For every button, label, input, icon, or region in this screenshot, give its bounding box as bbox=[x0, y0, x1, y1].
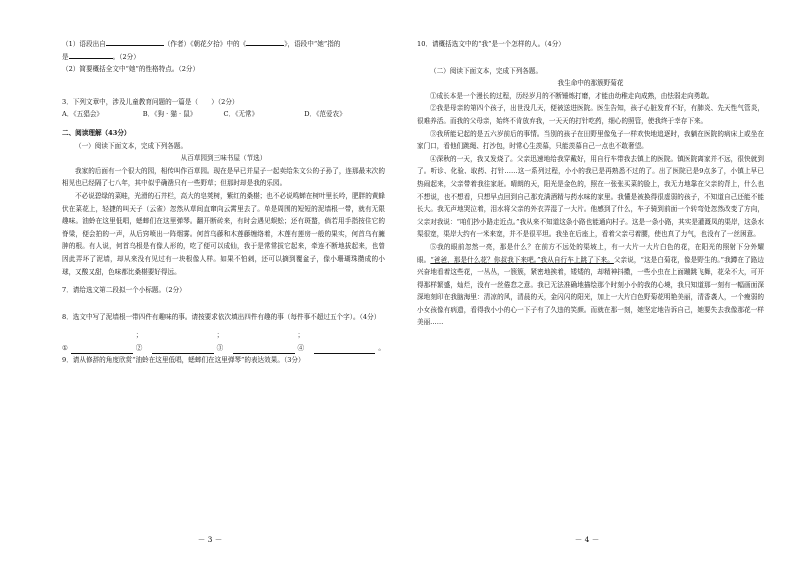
passage2-para5 bbox=[417, 241, 764, 329]
q1-text-c: 》，语段中“她”指的 bbox=[284, 40, 341, 48]
passage1-title: 从百草园到三味书屋（节选） bbox=[180, 154, 267, 163]
q8-blank-2[interactable] bbox=[152, 346, 214, 354]
q8-label-2: ；② bbox=[135, 331, 143, 352]
q8-label-1: ① bbox=[62, 343, 68, 352]
q8-label-4: ；④ bbox=[297, 331, 305, 352]
q8-end-mark: 。 bbox=[378, 343, 385, 352]
q3-option-d[interactable]: D．《范爱农》 bbox=[304, 110, 346, 119]
q1-line2 bbox=[62, 51, 385, 64]
q10-answer-space[interactable] bbox=[417, 51, 764, 65]
right-page bbox=[397, 0, 794, 561]
q7-answer-space[interactable] bbox=[62, 297, 385, 311]
q7-question: 7．请给选文第二段拟一个小标题。（2分） bbox=[62, 286, 186, 295]
q1-her-blank[interactable] bbox=[69, 51, 113, 59]
q2-question: （2）简要概括全文中“她”的性格特点。（2分） bbox=[62, 65, 200, 74]
q1-text-a: （1）语段出自 bbox=[62, 40, 106, 48]
q1-text-b: （作者）《朝花夕拾》中的《 bbox=[163, 40, 247, 48]
q1-text-d: 是 bbox=[62, 52, 69, 61]
q8-question: 8．选文中写了泥墙根一带四件有趣味的事。请按要求依次填出四件有趣的事（每件事不超过五个字）。（4分） bbox=[62, 312, 381, 321]
q1-author-blank[interactable] bbox=[106, 38, 164, 46]
q8-label-3: ；③ bbox=[216, 331, 224, 352]
passage2-para2: ②我是母亲的第四个孩子，出世没几天，便被送进医院。医生告知，孩子心脏发育不好，有肺炎、先天性气管炎，很难养活。而我的父母亲，始终不肯放弃我，一天天的打针吃药，细心的照管，使我终于幸存下来。 bbox=[417, 104, 764, 125]
q3-option-b[interactable]: B．《狗 · 猫 · 鼠》 bbox=[142, 110, 197, 119]
q9-question: 9．请从修辞的角度欣赏“油蛉在这里低唱，蟋蟀们在这里弹琴”的表达效果。（3分） bbox=[62, 356, 305, 365]
q8-blank-1[interactable] bbox=[71, 346, 133, 354]
passage2-para3: ③我所能记起的是五六岁前后的事情。当别的孩子在田野里像兔子一样欢快地追逐时，我躺在医院的病床上或坐在家门口，看他们跳绳、打沙包，时常心生羡慕，只能羡慕自己一点也不敢奢望。 bbox=[417, 129, 764, 151]
q10-question: 10．请概括选文中的“我”是一个怎样的人。（4分） bbox=[417, 40, 565, 48]
q8-blank-3[interactable] bbox=[233, 346, 295, 354]
q3-question: 3．下列文章中，涉及儿童教育问题的一篇是（ ）（2分） bbox=[62, 97, 239, 106]
passage2-para1: ①成长本是一个漫长的过程，历经岁月的不断锤炼打磨，才能由幼稚走向成熟，由怯弱走向勇敢。 bbox=[430, 91, 714, 100]
q1-line1 bbox=[62, 38, 385, 51]
passage1-para1: 我家的后面有一个很大的园，相传叫作百草园。现在是早已并屋子一起卖给朱文公的子孙了，连那最末次的相见也已经隔了七八年，其中似乎确凿只有一些野草；但那时却是我的乐园。 bbox=[62, 166, 385, 188]
page-number-right: － 4 － bbox=[574, 535, 600, 544]
part1-intro: （一）阅读下面文本，完成下列各题。 bbox=[75, 141, 188, 150]
q3-option-c[interactable]: C．《无常》 bbox=[223, 110, 259, 119]
para5-underlined-sentence: “爸爸，那是什么花？你叔我下来吧。”我从自行车上跳了下来。 bbox=[430, 255, 614, 264]
q3-options bbox=[62, 108, 385, 121]
q3-option-a[interactable]: A．《五猖会》 bbox=[62, 110, 104, 119]
q1-title-blank[interactable] bbox=[246, 38, 284, 46]
q1-text-e: 。（2分） bbox=[112, 52, 140, 61]
q8-blank-4[interactable] bbox=[314, 346, 376, 354]
para5-text-a: ⑤我的眼前忽然一亮，那是什么？在前方不远处的渠坡上，有一大片一大片白色的花，在阳光的照射下分外耀眼。 bbox=[417, 242, 764, 264]
passage1-para2: 不必说碧绿的菜畦，光滑的石井栏，高大的皂荚树，紫红的桑椹；也不必说鸣蝉在树叶里长吟，肥胖的黄蜂伏在菜花上，轻捷的叫天子（云雀）忽然从草间直窜向云霄里去了。单是周围的短短的泥墙根一带，就有无限趣味。油蛉在这里低唱，蟋蟀们在这里弹琴。翻开断砖来，有时会遇见蜈蚣；还有斑蝥，倘若用手指按住它的脊梁，便会拍的一声，从后窍喷出一阵烟雾。何首乌藤和木莲藤缠络着，木莲有莲房一般的果实，何首乌有臃肿的根。有人说，何首乌根是有像人形的，吃了便可以成仙，我于是常常拔它起来，牵连不断地拔起来，也曾因此弄坏了泥墙，却从来没有见过有一块根像人样。如果不怕刺，还可以摘到覆盆子，像小珊瑚珠攒成的小球，又酸又甜，色味都比桑椹要好得远。 bbox=[62, 191, 385, 276]
para5-text-b: 父亲说，“这是白菊花，像是野生的。”我蹲在了路边兴奋地看着这些花，一丛丛，一簇簇，紧密地挨着，矮矮的，却精神抖擞，一些小虫在上面蹦跳飞舞，花朵不大，可开得那样繁盛，灿烂，没有一丝倦怠之意。我已无法准确地描绘那个时刻小小的我的心境，我只知道那一刻有一幅画面深深地刻印在我脑海里：清凉的风，清晨的天，金闪闪的阳光，加上一大片白色野菊花明艳美丽，清香袭人，一个瘦弱的小女孩像有病遗，看得我小小的心一下子有了久违的笑颜。而就在那一刻，她坚定地告诉自己，她要失去我像那花一样美丽…… bbox=[417, 255, 765, 327]
q8-answer-row bbox=[62, 329, 385, 354]
q2-answer-space[interactable] bbox=[62, 76, 385, 96]
section-heading: 二、阅读理解（43分） bbox=[62, 128, 131, 137]
page-number-left: － 3 － bbox=[197, 535, 223, 544]
passage2-title: 我生命中的那簇野菊花 bbox=[557, 79, 624, 88]
passage2-para4: ④深秋的一天，我又发烧了。父亲迅速地给我穿戴好，用自行车带我去镇上的医院。镇医院离家并不远，很快就到了。听诊、化验、取药、打针……这一系列过程，小小的我已是再熟悉不过的了。出了医院已是9点多了，小镇上早已热闹起来，父亲带着我往家赶。晴朗的天，阳光是金色的，照在一张张买菜的脸上，我无力地靠在父亲的背上，什么也不想说，也不想看，只想早点回到自己那充满酒精与药水味的家里。我懂是被换得很虚弱的孩子，不知道自己还能不能长大。我无声地哭泣着，泪水将父亲的外衣弄湿了一大片。他感到了什么，车子骑到前面一个转弯处忽然改变了方向，父亲对我说：“咱们抄小路走近点。”我从来不知道这条小路也能通向村子。这是一条小路，其实是灌溉凤的渠岸，这条水渠很宽，渠岸大约有一米来宽，并不是很平坦。我坐在后座上，看着父亲弓着腰，使也真了力气，也没有了一丝困意。 bbox=[417, 154, 764, 239]
part2-intro: （二）阅读下面文本，完成下列各题。 bbox=[430, 66, 543, 75]
